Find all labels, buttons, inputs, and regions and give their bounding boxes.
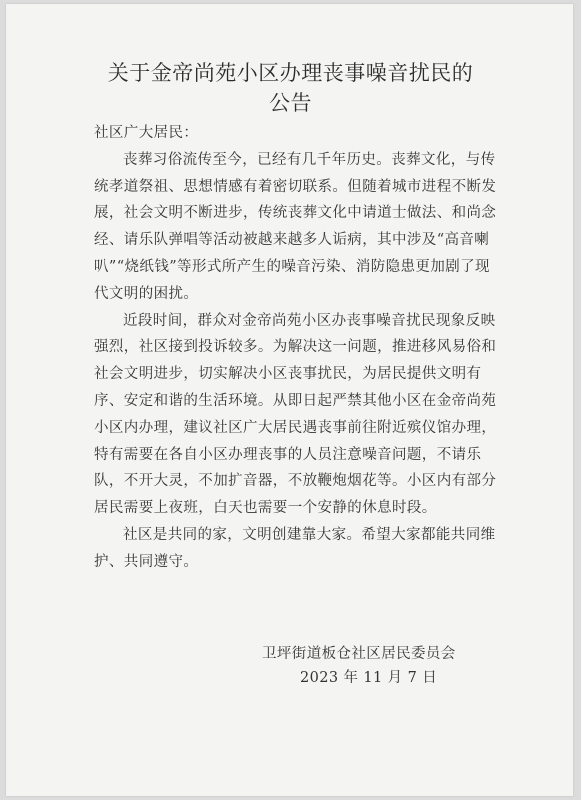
notice-body — [94, 120, 504, 576]
notice-title-line2: 公告 — [269, 91, 312, 115]
notice-title-line1: 关于金帝尚苑小区办理丧事噪音扰民的 — [107, 61, 474, 85]
paragraph-3: 社区是共同的家，文明创建靠大家。希望大家都能共同维护、共同遵守。 — [94, 526, 496, 570]
paragraph-2: 近段时间，群众对金帝尚苑小区办丧事噪音扰民现象反映强烈，社区接到投诉较多。为解决这一问题，推进移风易俗和社会文明进步，切实解决小区丧事扰民，为居民提供文明有序、安定和谐的生活环境。从即日起严禁其他小区在金帝尚苑小区内办理，建议社区广大居民遇丧事前往附近殡仪馆办理，特有需要在各自小区办理丧事的人员注意噪音问题，不请乐队，不开大灵，不加扩音器，不放鞭炮烟花等。小区内有部分居民需要上夜班，白天也需要一个安静的休息时段。 — [94, 312, 497, 517]
issuer-signature: 卫坪街道板仓社区居民委员会 — [262, 646, 456, 662]
greeting: 社区广大居民： — [94, 125, 199, 141]
paragraph-1: 丧葬习俗流传至今，已经有几千年历史。丧葬文化，与传统孝道祭祖、思想情感有着密切联系。但随着城市进程不断发展，社会文明不断进步，传统丧葬文化中请道士做法、和尚念经、请乐队弹唱等活动被越来越多人诟病，其中涉及“高音喇叭”“烧纸钱”等形式所产生的噪音污染、消防隐患更加剧了现代文明的困扰。 — [94, 151, 497, 302]
issue-date: 2023 年 11 月 7 日 — [300, 670, 438, 686]
